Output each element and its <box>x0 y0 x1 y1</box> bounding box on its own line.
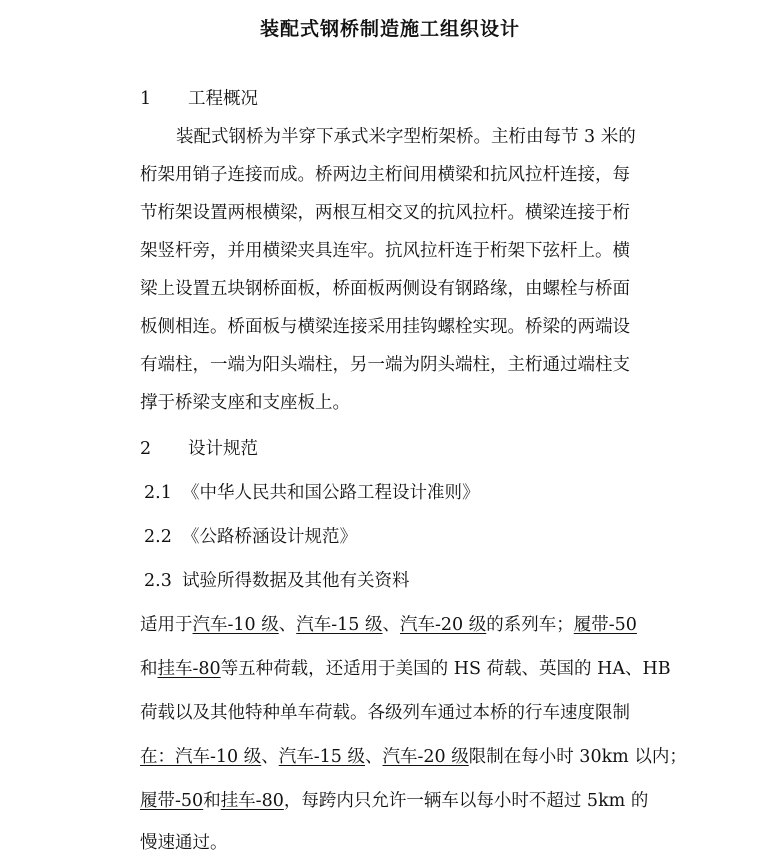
paragraph-1-line: 装配式钢桥为半穿下承式米字型桁架桥。主桁由每节 3 米的 <box>176 127 636 147</box>
spec-item-text: 《中华人民共和国公路工程设计准则》 <box>182 483 480 503</box>
load-class: 履带-50 <box>140 791 204 811</box>
text: 慢速通过。 <box>140 833 228 853</box>
text: 、 <box>278 615 297 635</box>
paragraph-1-line: 有端柱，一端为阳头端柱，另一端为阴头端柱，主桁通过端柱支 <box>140 355 630 375</box>
load-class: 挂车-80 <box>157 659 221 679</box>
paragraph-1-line: 梁上设置五块钢桥面板，桥面板两侧设有钢路缘，由螺栓与桥面 <box>140 279 630 299</box>
text: 的系列车； <box>486 615 574 635</box>
load-class: 挂车-80 <box>220 791 284 811</box>
spec-item-text: 《公路桥涵设计规范》 <box>182 527 357 547</box>
section-1-heading <box>140 84 740 114</box>
paragraph-1-line: 桁架用销子连接而成。桥两边主桁间用横梁和抗风拉杆连接，每 <box>140 165 630 185</box>
load-class: 汽车-15 级 <box>296 615 383 635</box>
paragraph-1-line: 撑于桥梁支座和支座板上。 <box>140 393 350 413</box>
document-title: 装配式钢桥制造施工组织设计 <box>259 18 520 40</box>
spec-item-number: 2.3 <box>144 571 172 591</box>
section-2-heading <box>140 434 740 464</box>
spec-item <box>144 522 744 552</box>
load-class: 汽车-15 级 <box>278 747 365 767</box>
paragraph-2-line <box>140 828 760 858</box>
text: 荷载以及其他特种单车荷载。各级列车通过本桥的行车速度限制 <box>140 703 630 723</box>
paragraph-2-line <box>140 610 760 640</box>
text: 、 <box>365 747 383 767</box>
text: 和 <box>140 659 158 679</box>
spec-item <box>144 566 744 596</box>
spec-item-number: 2.2 <box>144 527 172 547</box>
text: 限制在每小时 30km 以内； <box>468 747 687 767</box>
paragraph-1-line: 架竖杆旁，并用横梁夹具连牢。抗风拉杆连于桁架下弦杆上。横 <box>140 241 630 261</box>
paragraph-1-line: 节桁架设置两根横梁，两根互相交叉的抗风拉杆。横梁连接于桁 <box>140 203 630 223</box>
paragraph-2-line <box>140 654 760 684</box>
section-2-title: 设计规范 <box>188 439 258 459</box>
paragraph-2-line <box>140 742 760 772</box>
paragraph-1-line: 板侧相连。桥面板与横梁连接采用挂钩螺栓实现。桥梁的两端设 <box>140 317 630 337</box>
paragraph-2-line <box>140 698 760 728</box>
text: ，每跨内只允许一辆车以每小时不超过 5km 的 <box>283 791 649 811</box>
load-class: 汽车-20 级 <box>400 615 487 635</box>
text: 适用于 <box>140 615 193 635</box>
section-2-number: 2 <box>140 439 152 459</box>
text: 和 <box>203 791 221 811</box>
section-1-title: 工程概况 <box>188 89 258 109</box>
text: 、 <box>382 615 400 635</box>
text: 等五种荷载，还适用于美国的 HS 荷载、英国的 HA、HB <box>220 659 671 679</box>
spec-item-number: 2.1 <box>144 483 172 503</box>
load-class: 履带-50 <box>573 615 637 635</box>
text: 、 <box>261 747 279 767</box>
load-class: 汽车-10 级 <box>175 747 262 767</box>
text: 在： <box>140 747 175 767</box>
paragraph-2-line <box>140 786 760 816</box>
spec-item-text: 试验所得数据及其他有关资料 <box>182 571 410 591</box>
load-class: 汽车-10 级 <box>192 615 279 635</box>
spec-item <box>144 478 744 508</box>
load-class: 汽车-20 级 <box>382 747 469 767</box>
section-1-number: 1 <box>140 89 152 109</box>
